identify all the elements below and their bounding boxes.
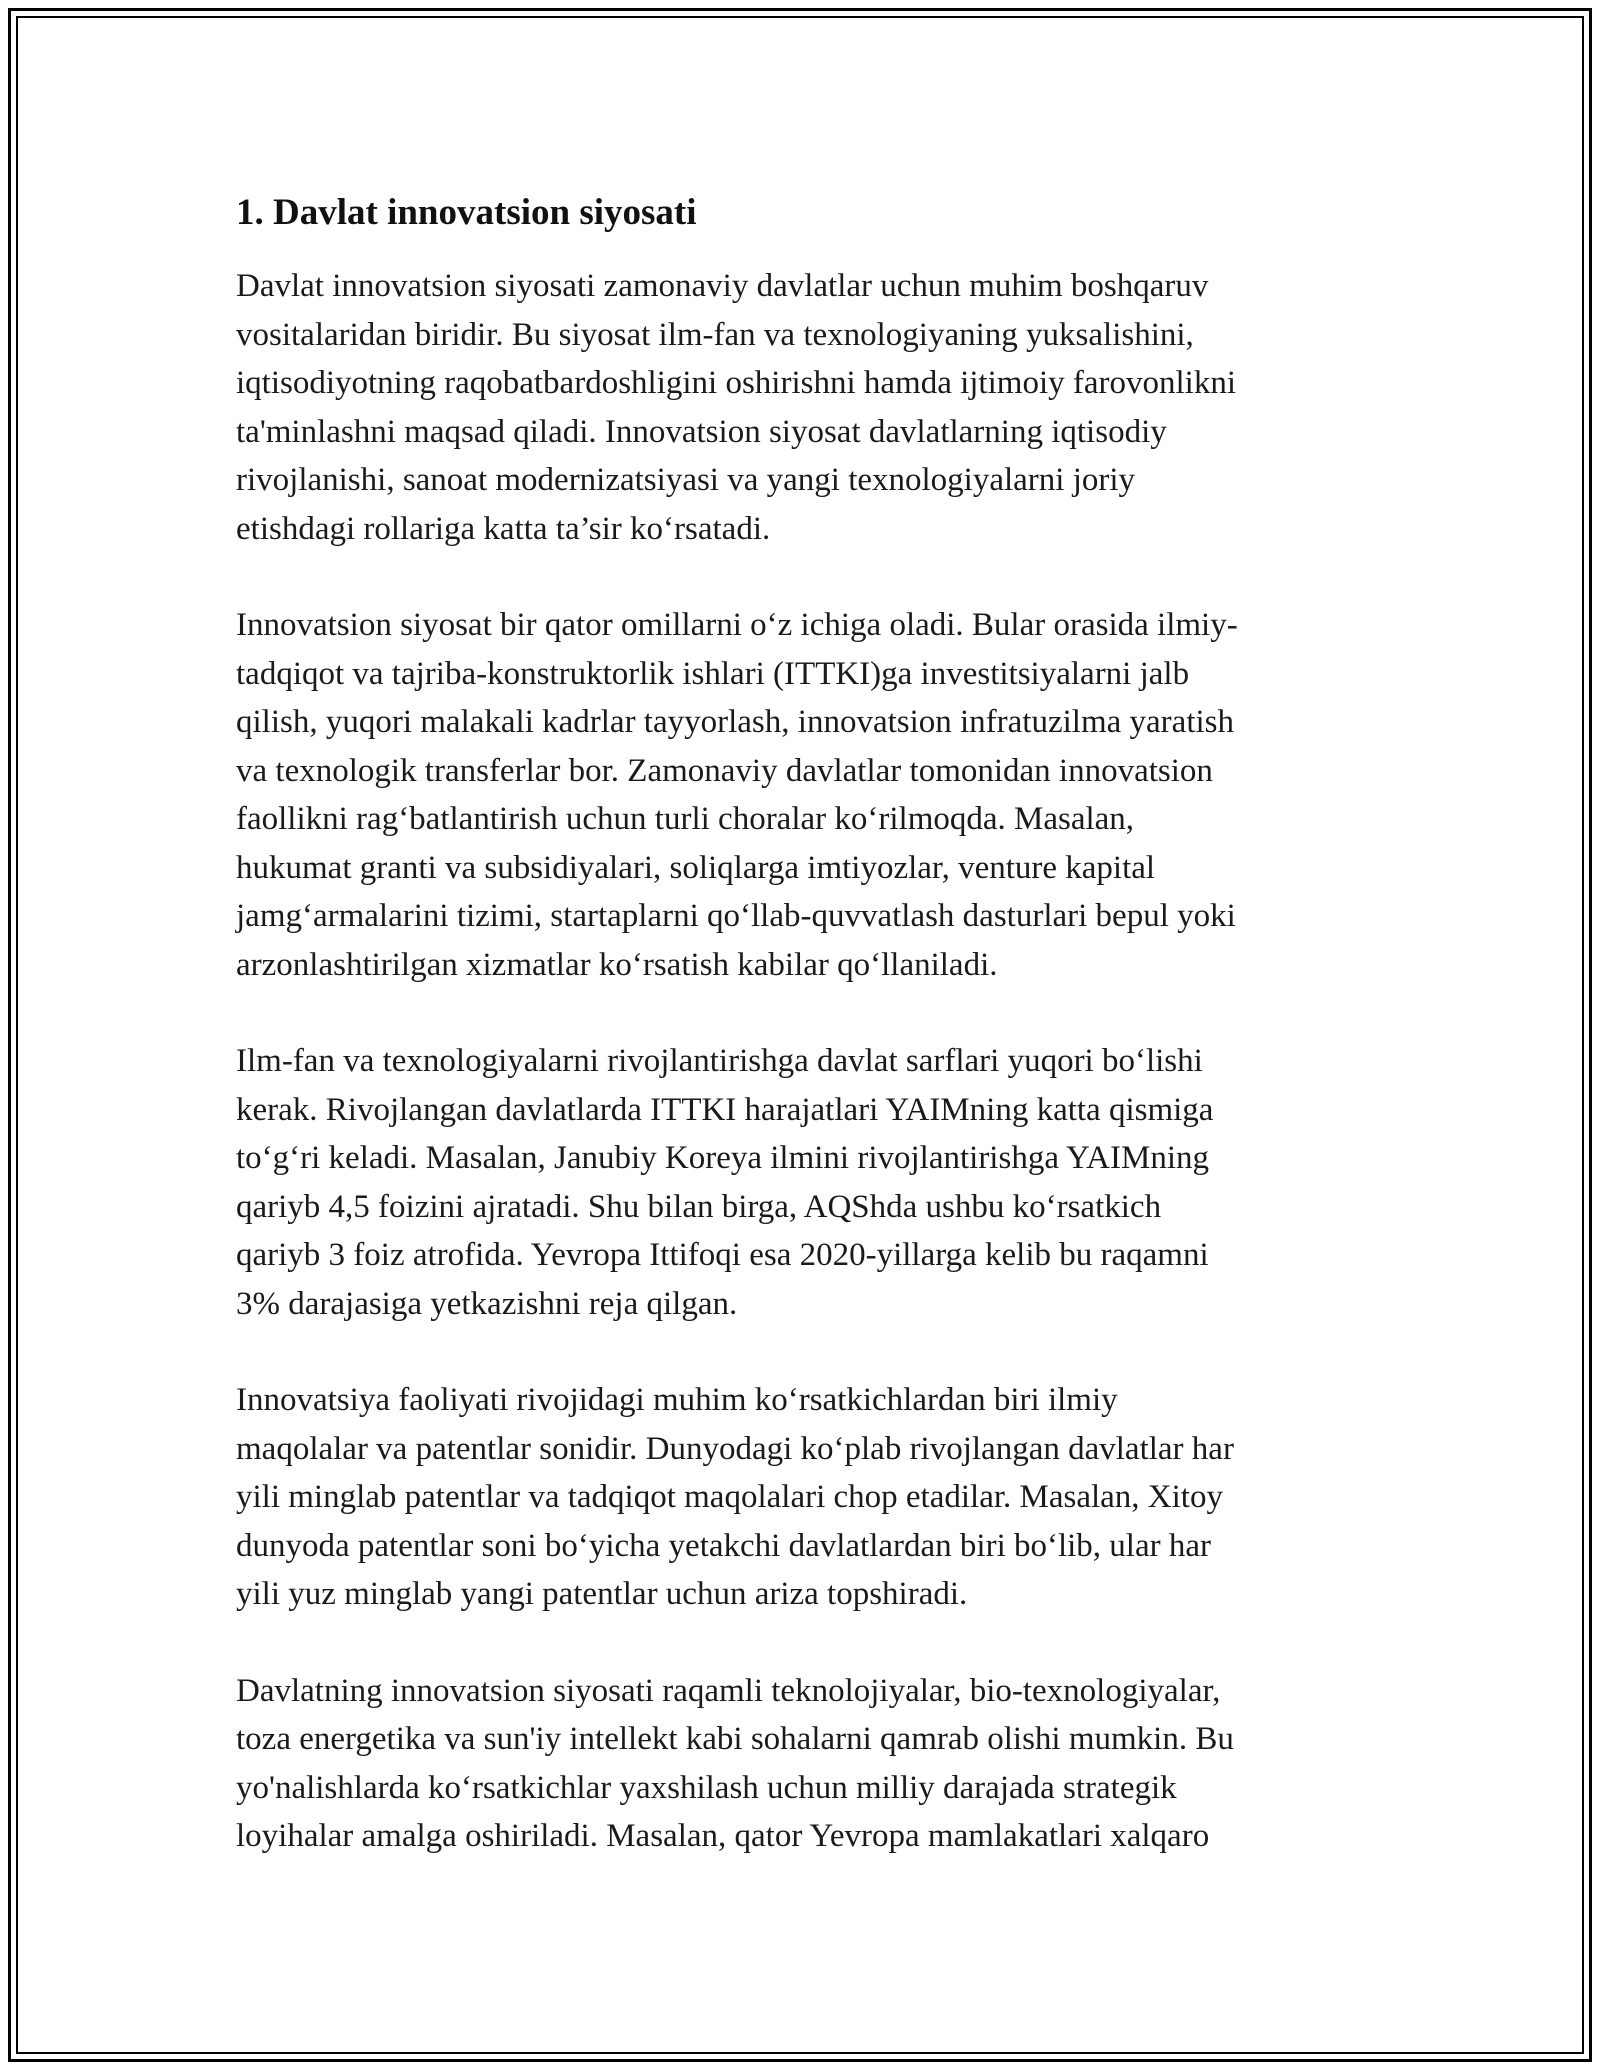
text-line: rivojlanishi, sanoat modernizatsiyasi va yangi texnologiyalarni joriy — [236, 462, 1136, 498]
text-line: dunyoda patentlar soni bo‘yicha yetakchi davlatlardan biri bo‘lib, ular har — [236, 1527, 1211, 1564]
section-title: 1. Davlat innovatsion siyosati — [236, 192, 697, 233]
text-line: loyihalar amalga oshiriladi. Masalan, qator Yevropa mamlakatlari xalqaro — [236, 1818, 1210, 1854]
text-line: Innovatsion siyosat bir qator omillarni o‘z ichiga oladi. Bular orasida ilmiy- — [236, 607, 1238, 643]
text-line: iqtisodiyotning raqobatbardoshligini oshirishni hamda ijtimoiy farovonlikni — [236, 365, 1236, 401]
text-line: qilish, yuqori malakali kadrlar tayyorlash, innovatsion infratuzilma yaratish — [236, 704, 1234, 740]
text-line: hukumat granti va subsidiyalari, soliqlarga imtiyozlar, venture kapital — [236, 849, 1156, 886]
text-line: Davlat innovatsion siyosati zamonaviy davlatlar uchun muhim boshqaruv — [236, 268, 1209, 304]
text-line: va texnologik transferlar bor. Zamonaviy davlatlar tomonidan innovatsion — [236, 752, 1213, 789]
text-line: jamg‘armalarini tizimi, startaplarni qo‘llab-quvvatlash dasturlari bepul yoki — [236, 898, 1236, 934]
text-line: Davlatning innovatsion siyosati raqamli teknolojiyalar, bio-texnologiyalar, — [236, 1672, 1221, 1709]
text-line: qariyb 4,5 foizini ajratadi. Shu bilan birga, AQShda ushbu ko‘rsatkich — [236, 1188, 1162, 1225]
text-line: yili minglab patentlar va tadqiqot maqolalari chop etadilar. Masalan, Xitoy — [236, 1479, 1223, 1515]
document-body — [236, 188, 1366, 1909]
text-line: etishdagi rollariga katta ta’sir ko‘rsatadi. — [236, 510, 771, 547]
text-line: faollikni rag‘batlantirish uchun turli choralar ko‘rilmoqda. Masalan, — [236, 801, 1135, 837]
paragraph-4 — [236, 1376, 1366, 1619]
text-line: to‘g‘ri keladi. Masalan, Janubiy Koreya ilmini rivojlantirishga YAIMning — [236, 1140, 1210, 1176]
text-line: Innovatsiya faoliyati rivojidagi muhim ko‘rsatkichlardan biri ilmiy — [236, 1382, 1118, 1418]
paragraph-5 — [236, 1667, 1366, 1861]
text-line: qariyb 3 foiz atrofida. Yevropa Ittifoqi esa 2020-yillarga kelib bu raqamni — [236, 1237, 1209, 1273]
text-line: kerak. Rivojlangan davlatlarda ITTKI harajatlari YAIMning katta qismiga — [236, 1091, 1214, 1128]
text-line: yo'nalishlarda ko‘rsatkichlar yaxshilash uchun milliy darajada strategik — [236, 1769, 1177, 1806]
text-line: Ilm-fan va texnologiyalarni rivojlantirishga davlat sarflari yuqori bo‘lishi — [236, 1043, 1203, 1079]
text-line: tadqiqot va tajriba-konstruktorlik ishlari (ITTKI)ga investitsiyalarni jalb — [236, 655, 1190, 692]
text-line: yili yuz minglab yangi patentlar uchun ariza topshiradi. — [236, 1576, 968, 1612]
text-line: toza energetika va sun'iy intellekt kabi sohalarni qamrab olishi mumkin. Bu — [236, 1721, 1234, 1757]
text-line: arzonlashtirilgan xizmatlar ko‘rsatish kabilar qo‘llaniladi. — [236, 946, 998, 983]
paragraph-3 — [236, 1037, 1366, 1328]
text-line: ta'minlashni maqsad qiladi. Innovatsion siyosat davlatlarning iqtisodiy — [236, 413, 1167, 450]
paragraph-2 — [236, 601, 1366, 989]
text-line: 3% darajasiga yetkazishni reja qilgan. — [236, 1285, 738, 1322]
text-line: maqolalar va patentlar sonidir. Dunyodagi ko‘plab rivojlangan davlatlar har — [236, 1430, 1234, 1467]
text-line: vositalaridan biridir. Bu siyosat ilm-fan va texnologiyaning yuksalishini, — [236, 316, 1194, 353]
paragraph-1 — [236, 262, 1366, 553]
